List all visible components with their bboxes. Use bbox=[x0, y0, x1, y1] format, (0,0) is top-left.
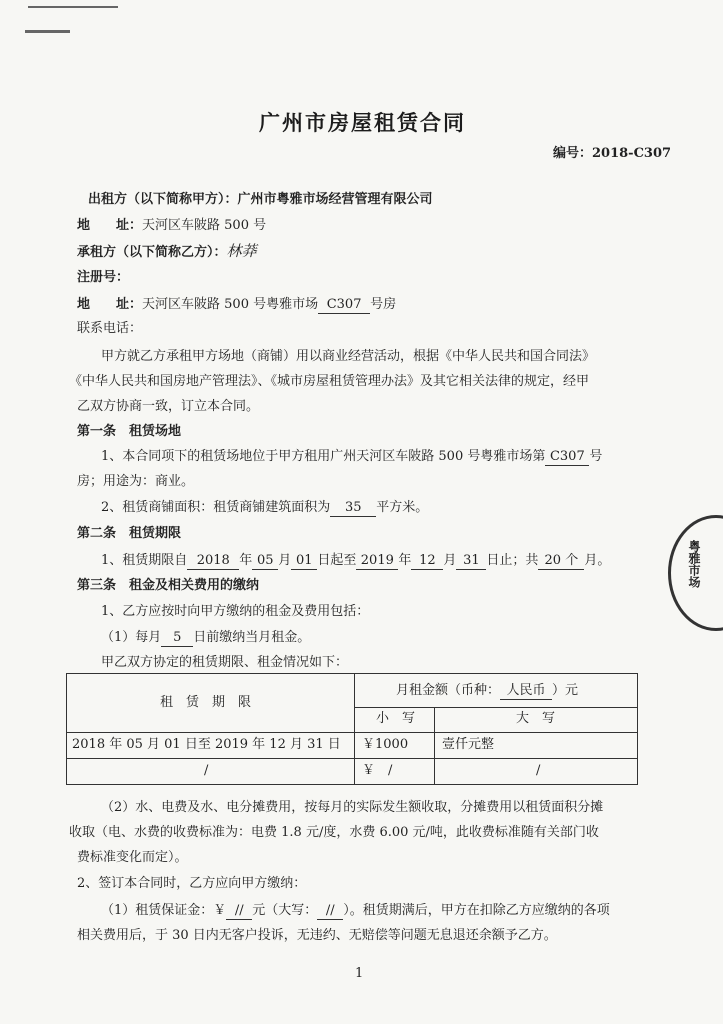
fees-line-3: 费标准变化而定）。 bbox=[77, 850, 188, 865]
term-mid: 日起至 bbox=[317, 553, 357, 568]
table-border bbox=[354, 673, 355, 785]
company-seal-text: 粤雅市场 bbox=[687, 540, 701, 588]
article-3-p1: 1、乙方应按时向甲方缴纳的租金及费用包括： bbox=[101, 604, 370, 619]
article-1-area: 35 bbox=[330, 500, 376, 517]
lessor-label: 出租方（以下简称甲方）： bbox=[88, 192, 238, 207]
lessee-line bbox=[77, 243, 257, 261]
term-months: 20 个 bbox=[538, 553, 584, 570]
deposit-pre: （1）租赁保证金：￥ bbox=[101, 903, 227, 918]
fees-p2: 2、签订本合同时，乙方应向甲方缴纳： bbox=[77, 876, 307, 891]
start-month: 05 bbox=[252, 553, 278, 570]
rent-header-post: ）元 bbox=[552, 683, 579, 698]
end-year: 2019 bbox=[356, 553, 398, 570]
article-3-p1a-pre: （1）每月 bbox=[101, 630, 162, 645]
table-border bbox=[66, 732, 638, 733]
article-3-p1a-post: 日前缴纳当月租金。 bbox=[193, 630, 311, 645]
rent-header bbox=[396, 683, 578, 700]
article-1-p1 bbox=[101, 449, 602, 466]
address1-line bbox=[77, 218, 266, 234]
contract-number: 编号：2018-C307 bbox=[553, 146, 672, 161]
table-intro: 甲乙双方协定的租赁期限、租金情况如下： bbox=[101, 655, 349, 670]
row1-period: 2018 年 05 月 01 日至 2019 年 12 月 31 日 bbox=[72, 737, 341, 752]
address2-value: 天河区车陂路 500 号粤雅市场 bbox=[142, 297, 319, 312]
intro-line-1: 甲方就乙方承租甲方场地（商铺）用以商业经营活动，根据《中华人民共和国合同法》 bbox=[101, 349, 596, 364]
page-number: 1 bbox=[355, 966, 364, 981]
deposit-mid: 元（大写： bbox=[252, 903, 318, 918]
address2-label: 地 址： bbox=[77, 297, 143, 312]
term-y1: 年 bbox=[239, 553, 253, 568]
lessee-label: 承租方（以下简称乙方）： bbox=[77, 245, 227, 260]
rent-due-day: 5 bbox=[161, 630, 193, 647]
term-y2: 年 bbox=[398, 553, 412, 568]
fees-line-1: （2）水、电费及水、电分摊费用，按每月的实际发生额收取，分摊费用以租赁面积分摊 bbox=[101, 800, 604, 815]
term-m1: 月 bbox=[278, 553, 292, 568]
address1-label: 地 址： bbox=[77, 218, 143, 233]
deposit-amount-big: // bbox=[317, 903, 343, 920]
row1-big: 壹仟元整 bbox=[442, 737, 495, 752]
article-1-p2-post: 平方米。 bbox=[376, 500, 429, 515]
deposit-post: ）。租赁期满后，甲方在扣除乙方应缴纳的各项 bbox=[343, 903, 610, 918]
scan-mark bbox=[28, 6, 118, 8]
article-2-heading: 第二条 租赁期限 bbox=[77, 526, 182, 541]
address2-post: 号房 bbox=[370, 297, 397, 312]
table-border bbox=[66, 673, 638, 674]
table-border bbox=[66, 673, 67, 785]
big-header: 大 写 bbox=[516, 711, 556, 726]
row2-big: / bbox=[536, 763, 541, 778]
table-border bbox=[354, 707, 638, 708]
lessor-line bbox=[88, 192, 433, 208]
table-border bbox=[66, 758, 638, 759]
article-1-p1-text: 1、本合同项下的租赁场地位于甲方租用广州天河区车陂路 500 号粤雅市场第 bbox=[101, 449, 546, 464]
article-1-p2-text: 2、租赁商铺面积：租赁商铺建筑面积为 bbox=[101, 500, 331, 515]
currency: 人民币 bbox=[500, 683, 552, 700]
table-border bbox=[66, 784, 638, 785]
article-3-heading: 第三条 租金及相关费用的缴纳 bbox=[77, 578, 260, 593]
page-title: 广州市房屋租赁合同 bbox=[259, 110, 466, 135]
term-tail: 月。 bbox=[584, 553, 611, 568]
address2-line bbox=[77, 297, 396, 314]
term-end: 日止；共 bbox=[486, 553, 539, 568]
scan-mark bbox=[25, 30, 70, 33]
end-day: 31 bbox=[456, 553, 486, 570]
end-month: 12 bbox=[411, 553, 443, 570]
fees-line-2: 收取（电、水费的收费标准为：电费 1.8 元/度，水费 6.00 元/吨，此收费标准随有关部门收 bbox=[69, 825, 599, 840]
intro-line-3: 乙双方协商一致，订立本合同。 bbox=[77, 399, 260, 414]
phone-label: 联系电话： bbox=[77, 321, 143, 336]
deposit-line-2: 相关费用后，于 30 日内无客户投诉，无违约、无赔偿等问题无息退还余额予乙方。 bbox=[77, 928, 557, 943]
table-border bbox=[637, 673, 638, 785]
article-2-p1 bbox=[101, 553, 610, 570]
article-1-p1-post: 号 bbox=[589, 449, 603, 464]
lessee-signature: 林莽 bbox=[226, 242, 257, 260]
row2-small: ￥ / bbox=[362, 763, 393, 778]
deposit-amount: // bbox=[226, 903, 252, 920]
article-3-p1a bbox=[101, 630, 310, 647]
intro-line-2: 《中华人民共和国房地产管理法》、《城市房屋租赁管理办法》及其它相关法律的规定，经甲 bbox=[69, 374, 590, 389]
row2-period: / bbox=[204, 763, 209, 778]
table-border bbox=[434, 707, 435, 785]
row1-small: ￥1000 bbox=[362, 737, 409, 752]
term-text: 1、租赁期限自 bbox=[101, 553, 188, 568]
rent-table bbox=[66, 673, 638, 785]
lessor-name: 广州市粤雅市场经营管理有限公司 bbox=[237, 192, 433, 207]
address1-value: 天河区车陂路 500 号 bbox=[142, 218, 267, 233]
start-year: 2018 bbox=[187, 553, 239, 570]
deposit-line bbox=[101, 903, 610, 920]
term-m2: 月 bbox=[443, 553, 457, 568]
reg-label: 注册号： bbox=[77, 270, 130, 285]
start-day: 01 bbox=[291, 553, 317, 570]
article-1-p2 bbox=[101, 500, 428, 517]
article-1-unit: C307 bbox=[545, 449, 589, 466]
address2-unit: C307 bbox=[318, 297, 370, 314]
period-header: 租 赁 期 限 bbox=[160, 695, 252, 710]
article-1-p1-line2: 房；用途为：商业。 bbox=[77, 474, 195, 489]
rent-header-pre: 月租金额（币种： bbox=[396, 683, 501, 698]
article-1-heading: 第一条 租赁场地 bbox=[77, 424, 182, 439]
small-header: 小 写 bbox=[376, 711, 416, 726]
